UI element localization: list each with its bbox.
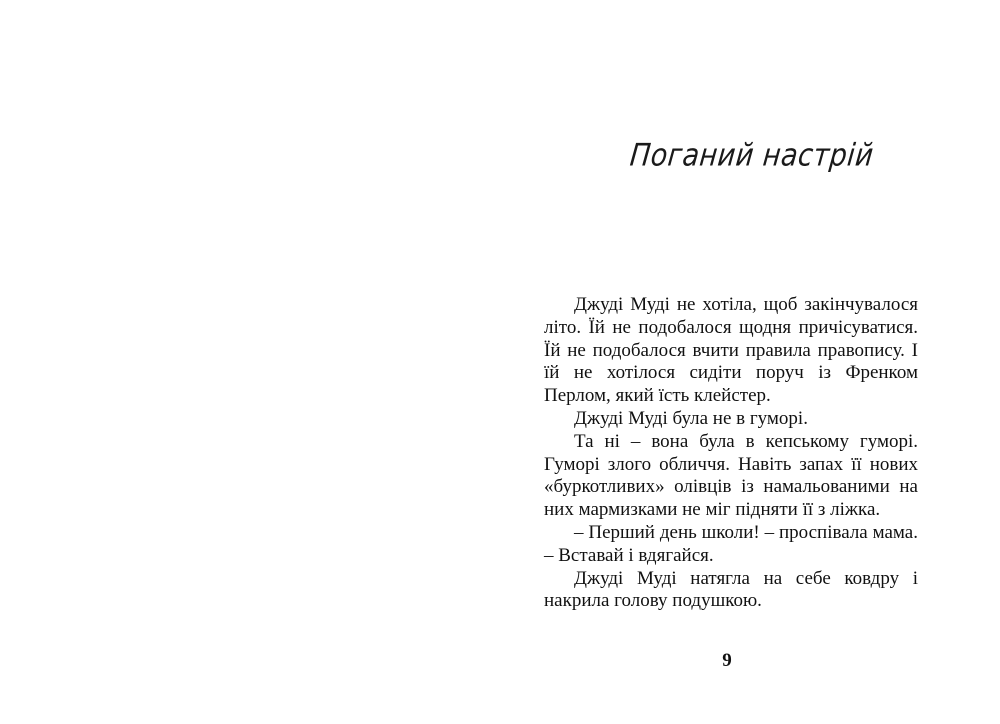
chapter-text xyxy=(544,294,918,613)
paragraph: Джуді Муді не хотіла, щоб закінчувалося літо. Їй не подобалося щодня причісуватися. Їй не подобалося вчити правила правопису. І їй не хотілося сидіти поруч із Френком Перлом, який їсть клейстер. xyxy=(544,294,918,407)
chapter-title: Поганий настрій xyxy=(628,138,876,174)
paragraph: Джуді Муді була не в гуморі. xyxy=(574,407,808,429)
paragraph: – Перший день школи! – проспівала мама. – Вставай і вдягайся. xyxy=(544,521,918,566)
page-number: 9 xyxy=(722,650,732,671)
paragraph: Та ні – вона була в кепському гуморі. Гуморі злого обличчя. Навіть запах її нових «буркотливих» олівців із намальованими на них мармизками не міг підняти її з ліжка. xyxy=(544,430,918,521)
paragraph: Джуді Муді натягла на себе ковдру і накрила голову подушкою. xyxy=(544,567,918,612)
